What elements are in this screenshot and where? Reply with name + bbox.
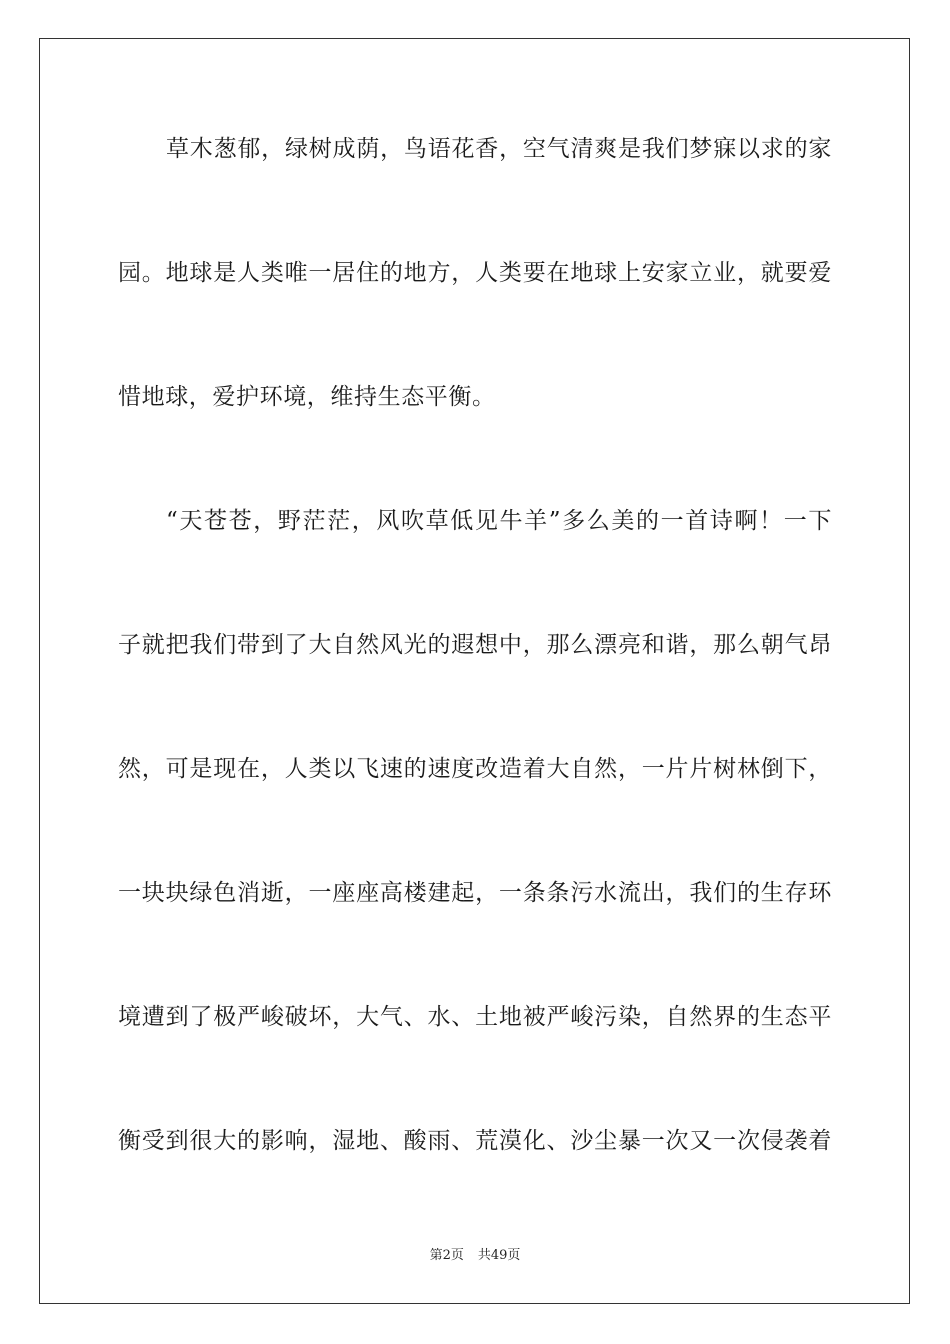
- paragraph-2-line-5: 境遭到了极严峻破坏，大气、水、土地被严峻污染，自然界的生态平: [118, 1004, 832, 1030]
- paragraph-1-line-1: 草木葱郁，绿树成荫，鸟语花香，空气清爽是我们梦寐以求的家: [166, 136, 832, 162]
- paragraph-2-line-6: 衡受到很大的影响，湿地、酸雨、荒漠化、沙尘暴一次又一次侵袭着: [118, 1128, 832, 1154]
- page-number: 第2页: [429, 1248, 464, 1263]
- paragraph-1-line-2: 园。地球是人类唯一居住的地方，人类要在地球上安家立业，就要爱: [118, 260, 832, 286]
- page-border: [39, 38, 910, 1304]
- paragraph-2-line-4: 一块块绿色消逝，一座座高楼建起，一条条污水流出，我们的生存环: [118, 880, 832, 906]
- page-footer: [0, 1247, 950, 1265]
- total-pages: 共49页: [477, 1248, 521, 1263]
- paragraph-2-line-2: 子就把我们带到了大自然风光的遐想中，那么漂亮和谐，那么朝气昂: [118, 632, 832, 658]
- paragraph-2-line-1: “天苍苍，野茫茫，风吹草低见牛羊”多么美的一首诗啊！一下: [166, 508, 832, 534]
- paragraph-2-line-3: 然，可是现在，人类以飞速的速度改造着大自然，一片片树林倒下，: [118, 756, 832, 782]
- paragraph-1-line-3: 惜地球，爱护环境，维持生态平衡。: [118, 384, 496, 410]
